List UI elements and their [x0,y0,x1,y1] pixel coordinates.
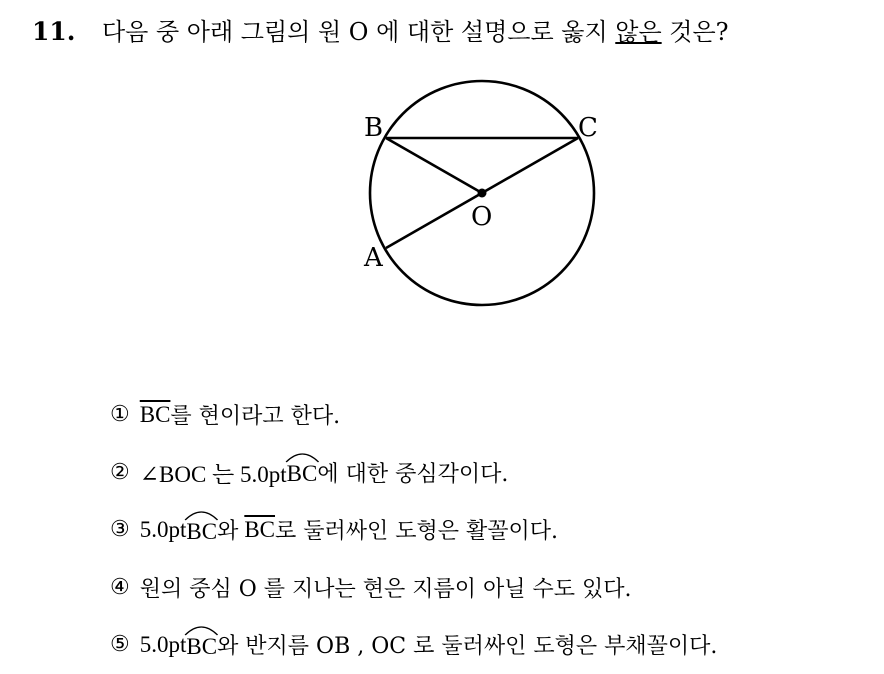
option-4[interactable] [110,559,870,617]
label-c: C [578,113,598,143]
option-text: 에 대한 중심각이다. [317,461,509,487]
arc-symbol-icon [184,622,219,636]
option-5[interactable] [110,616,870,674]
radius-ob [386,138,482,193]
question-number: 11. [32,17,76,46]
option-1[interactable] [110,386,870,444]
option-3[interactable] [110,501,870,559]
option-middle-text: 와 [217,519,239,545]
arc-label: BC [286,461,318,487]
arc-symbol-icon [184,507,219,521]
question-stem [32,12,872,52]
option-text: 를 현이라고 한다. [170,404,341,430]
segment-bc: $\overline{BC}$ [139,401,171,427]
question-text-before: 다음 중 아래 그림의 원 O 에 대한 설명으로 옳지 [102,18,616,46]
option-mark: ④ [110,574,130,600]
label-a: A [364,243,383,273]
arc-label: BC [186,518,218,544]
option-prefix: ∠BOC 는 5.0pt [139,461,287,487]
option-mark: ① [110,402,130,428]
option-text: 원의 중심 O 를 지나는 현은 지름이 아닐 수도 있다. [139,576,632,602]
arc-bc [186,630,217,660]
answer-options [110,386,870,674]
question-underlined-word: 않은 [615,18,662,46]
option-mark: ⑤ [110,632,130,658]
label-b: B [364,113,384,143]
circle-figure [340,76,620,326]
segment-bc: $\overline{BC}$ [244,516,276,542]
option-mark: ③ [110,517,130,543]
option-prefix: 5.0pt [139,631,187,657]
option-text: 와 반지름 OB , OC 로 둘러싸인 도형은 부채꼴이다. [217,634,718,660]
label-o: O [471,202,493,232]
arc-bc [287,457,318,487]
option-2[interactable] [110,444,870,502]
arc-symbol-icon [285,449,320,463]
option-prefix: 5.0pt [139,516,187,542]
question-text-after: 것은? [661,18,729,46]
center-point-o [478,189,487,198]
option-text: 로 둘러싸인 도형은 활꼴이다. [275,519,559,545]
arc-bc [186,515,217,545]
option-mark: ② [110,459,130,485]
arc-label: BC [186,633,218,659]
